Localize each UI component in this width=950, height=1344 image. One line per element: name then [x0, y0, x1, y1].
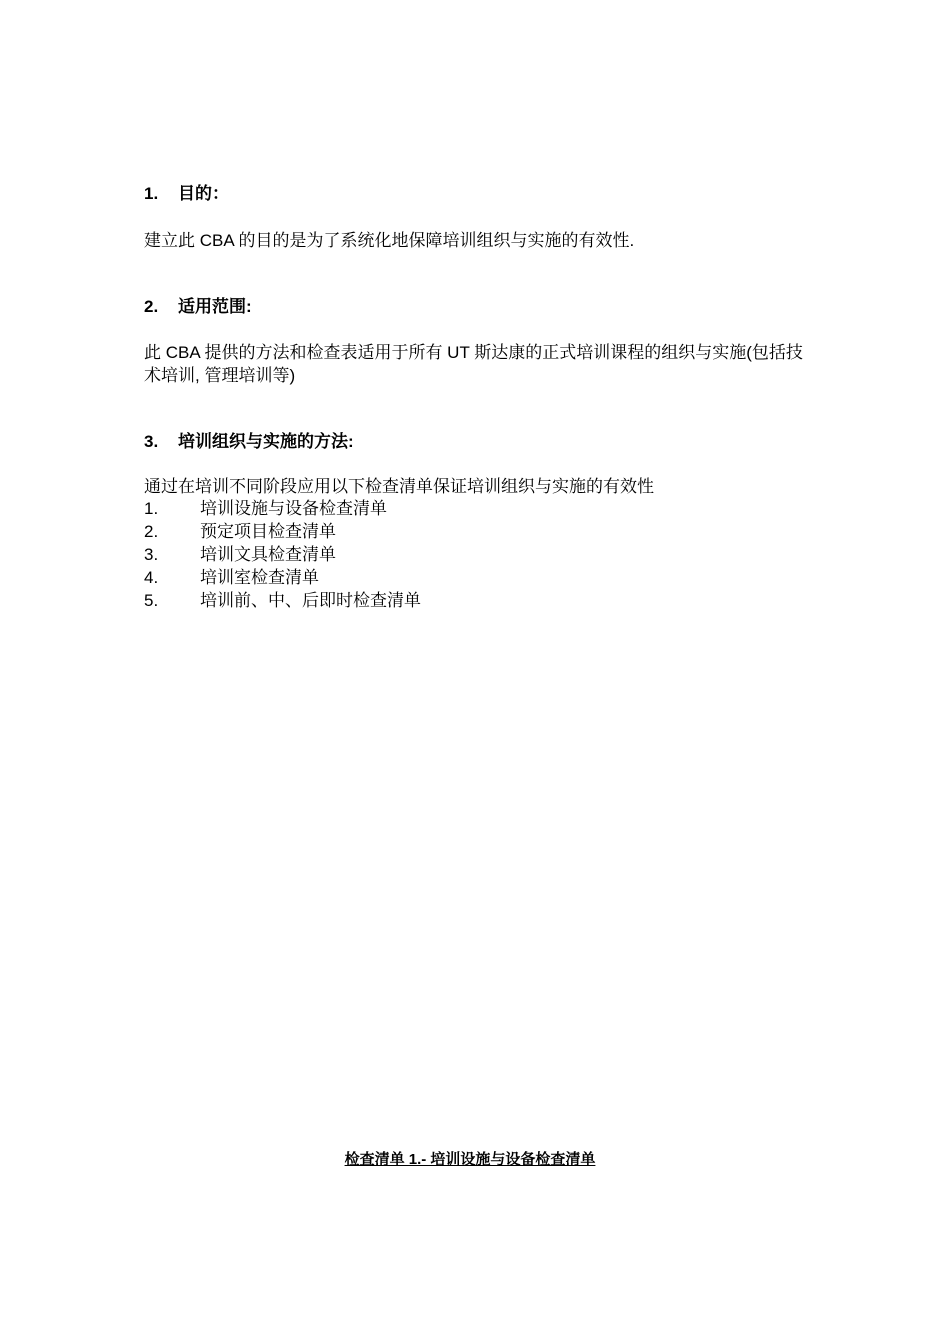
section-number: 1. — [144, 184, 159, 203]
list-item-number: 1. — [144, 499, 159, 518]
section-number: 3. — [144, 432, 159, 451]
section-heading-purpose — [144, 183, 229, 205]
list-item-label: 培训室检查清单 — [200, 568, 319, 587]
checklist-list — [144, 497, 421, 612]
list-item — [144, 497, 421, 520]
list-item — [144, 589, 421, 612]
list-item — [144, 543, 421, 566]
checklist-1-title: 检查清单 1.- 培训设施与设备检查清单 — [344, 1151, 596, 1168]
section-heading-scope — [144, 296, 252, 318]
list-item-label: 预定项目检查清单 — [200, 522, 336, 541]
list-item-number: 3. — [144, 545, 159, 564]
list-item-number: 2. — [144, 522, 159, 541]
purpose-paragraph: 建立此 CBA 的目的是为了系统化地保障培训组织与实施的有效性. — [144, 231, 635, 250]
section-title: 目的： — [178, 184, 229, 203]
list-item-number: 4. — [144, 568, 159, 587]
list-item-label: 培训文具检查清单 — [200, 545, 336, 564]
list-item-label: 培训设施与设备检查清单 — [200, 499, 387, 518]
list-item-label: 培训前、中、后即时检查清单 — [200, 591, 421, 610]
section-heading-method — [144, 431, 354, 453]
method-intro-paragraph: 通过在培训不同阶段应用以下检查清单保证培训组织与实施的有效性 — [144, 477, 654, 496]
section-number: 2. — [144, 297, 159, 316]
section-title: 适用范围: — [178, 297, 252, 316]
list-item — [144, 566, 421, 589]
list-item-number: 5. — [144, 591, 159, 610]
list-item — [144, 520, 421, 543]
scope-paragraph: 此 CBA 提供的方法和检查表适用于所有 UT 斯达康的正式培训课程的组织与实施(包括技术培训, 管理培训等) — [144, 343, 803, 385]
section-title: 培训组织与实施的方法: — [178, 432, 354, 451]
